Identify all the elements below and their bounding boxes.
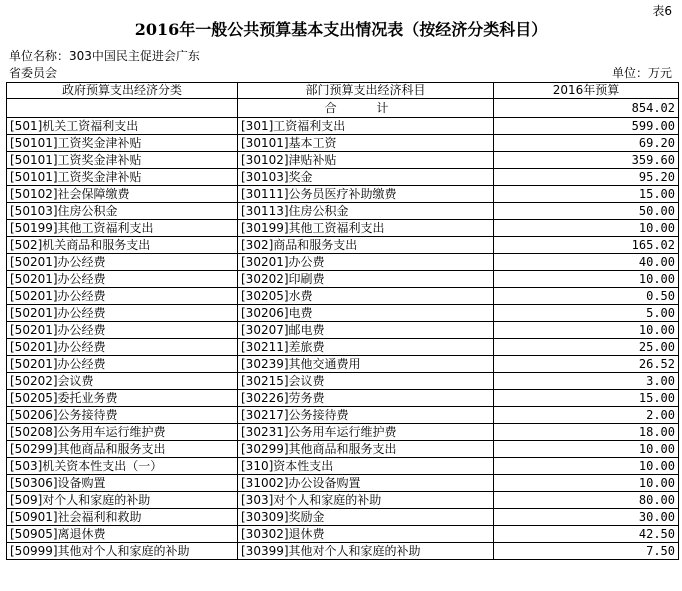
table-row [7, 492, 679, 509]
gov-classification-cell: [50201]办公经费 [7, 288, 238, 305]
table-row [7, 237, 679, 254]
gov-classification-cell: [50999]其他对个人和家庭的补助 [7, 543, 238, 560]
dept-classification-cell: [30103]奖金 [238, 169, 494, 186]
dept-classification-cell: [30113]住房公积金 [238, 203, 494, 220]
total-row [7, 99, 679, 118]
budget-table [6, 82, 679, 560]
gov-classification-cell: [50101]工资奖金津补贴 [7, 169, 238, 186]
table-row [7, 543, 679, 560]
dept-classification-cell: [303]对个人和家庭的补助 [238, 492, 494, 509]
dept-classification-cell: [30201]办公费 [238, 254, 494, 271]
table-row [7, 424, 679, 441]
gov-classification-cell: [50306]设备购置 [7, 475, 238, 492]
table-row [7, 186, 679, 203]
gov-classification-cell: [50201]办公经费 [7, 356, 238, 373]
amount-cell: 80.00 [494, 492, 679, 509]
unit-name-line-1: 单位名称：303中国民主促进会广东 [9, 49, 200, 63]
table-body [7, 99, 679, 560]
dept-classification-cell: [302]商品和服务支出 [238, 237, 494, 254]
amount-cell: 95.20 [494, 169, 679, 186]
amount-cell: 10.00 [494, 220, 679, 237]
table-row [7, 271, 679, 288]
unit-name-line-2: 省委员会 [9, 66, 58, 80]
table-row [7, 526, 679, 543]
amount-cell: 7.50 [494, 543, 679, 560]
table-row [7, 339, 679, 356]
dept-classification-cell: [30217]公务接待费 [238, 407, 494, 424]
currency-unit-label: 单位：万元 [611, 66, 672, 80]
table-row [7, 407, 679, 424]
table-row [7, 305, 679, 322]
dept-classification-cell: [30205]水费 [238, 288, 494, 305]
amount-cell: 15.00 [494, 390, 679, 407]
total-amount: 854.02 [494, 99, 679, 118]
dept-classification-cell: [30309]奖励金 [238, 509, 494, 526]
dept-classification-cell: [30231]公务用车运行维护费 [238, 424, 494, 441]
gov-classification-cell: [50299]其他商品和服务支出 [7, 441, 238, 458]
amount-cell: 0.50 [494, 288, 679, 305]
page-title: 2016年一般公共预算基本支出情况表（按经济分类科目） [134, 20, 548, 39]
gov-classification-cell: [503]机关资本性支出（一） [7, 458, 238, 475]
header-dept-classification: 部门预算支出经济科目 [238, 83, 494, 99]
dept-classification-cell: [30111]公务员医疗补助缴费 [238, 186, 494, 203]
header-row [7, 83, 679, 99]
dept-classification-cell: [30399]其他对个人和家庭的补助 [238, 543, 494, 560]
amount-cell: 599.00 [494, 118, 679, 135]
gov-classification-cell: [501]机关工资福利支出 [7, 118, 238, 135]
dept-classification-cell: [30202]印刷费 [238, 271, 494, 288]
table-row [7, 322, 679, 339]
table-row [7, 169, 679, 186]
gov-classification-cell: [50101]工资奖金津补贴 [7, 135, 238, 152]
dept-classification-cell: [30211]差旅费 [238, 339, 494, 356]
dept-classification-cell: [30239]其他交通费用 [238, 356, 494, 373]
table-number-label: 表6 [652, 4, 672, 18]
gov-classification-cell: [50102]社会保障缴费 [7, 186, 238, 203]
amount-cell: 26.52 [494, 356, 679, 373]
amount-cell: 18.00 [494, 424, 679, 441]
amount-cell: 3.00 [494, 373, 679, 390]
amount-cell: 10.00 [494, 271, 679, 288]
gov-classification-cell: [50103]住房公积金 [7, 203, 238, 220]
gov-classification-cell: [50901]社会福利和救助 [7, 509, 238, 526]
table-row [7, 220, 679, 237]
table-row [7, 475, 679, 492]
table-row [7, 118, 679, 135]
gov-classification-cell: [50199]其他工资福利支出 [7, 220, 238, 237]
amount-cell: 25.00 [494, 339, 679, 356]
table-row [7, 288, 679, 305]
dept-classification-cell: [30206]电费 [238, 305, 494, 322]
amount-cell: 69.20 [494, 135, 679, 152]
gov-classification-cell: [50202]会议费 [7, 373, 238, 390]
gov-classification-cell: [502]机关商品和服务支出 [7, 237, 238, 254]
gov-classification-cell: [50206]公务接待费 [7, 407, 238, 424]
amount-cell: 359.60 [494, 152, 679, 169]
amount-cell: 10.00 [494, 322, 679, 339]
total-empty-cell [7, 99, 238, 118]
amount-cell: 15.00 [494, 186, 679, 203]
amount-cell: 40.00 [494, 254, 679, 271]
dept-classification-cell: [30199]其他工资福利支出 [238, 220, 494, 237]
amount-cell: 50.00 [494, 203, 679, 220]
gov-classification-cell: [50201]办公经费 [7, 271, 238, 288]
gov-classification-cell: [50201]办公经费 [7, 254, 238, 271]
gov-classification-cell: [50208]公务用车运行维护费 [7, 424, 238, 441]
table-row [7, 373, 679, 390]
gov-classification-cell: [50201]办公经费 [7, 322, 238, 339]
dept-classification-cell: [30215]会议费 [238, 373, 494, 390]
dept-classification-cell: [30299]其他商品和服务支出 [238, 441, 494, 458]
amount-cell: 42.50 [494, 526, 679, 543]
table-row [7, 135, 679, 152]
table-row [7, 203, 679, 220]
amount-cell: 2.00 [494, 407, 679, 424]
dept-classification-cell: [310]资本性支出 [238, 458, 494, 475]
total-label: 合 计 [238, 99, 494, 118]
gov-classification-cell: [50101]工资奖金津补贴 [7, 152, 238, 169]
dept-classification-cell: [30207]邮电费 [238, 322, 494, 339]
header-gov-classification: 政府预算支出经济分类 [7, 83, 238, 99]
dept-classification-cell: [30302]退休费 [238, 526, 494, 543]
amount-cell: 10.00 [494, 441, 679, 458]
dept-classification-cell: [30102]津贴补贴 [238, 152, 494, 169]
amount-cell: 10.00 [494, 458, 679, 475]
gov-classification-cell: [50201]办公经费 [7, 305, 238, 322]
amount-cell: 10.00 [494, 475, 679, 492]
gov-classification-cell: [50205]委托业务费 [7, 390, 238, 407]
header-amount: 2016年预算 [494, 83, 679, 99]
dept-classification-cell: [30101]基本工资 [238, 135, 494, 152]
dept-classification-cell: [30226]劳务费 [238, 390, 494, 407]
amount-cell: 5.00 [494, 305, 679, 322]
amount-cell: 30.00 [494, 509, 679, 526]
gov-classification-cell: [50201]办公经费 [7, 339, 238, 356]
table-row [7, 152, 679, 169]
dept-classification-cell: [301]工资福利支出 [238, 118, 494, 135]
table-row [7, 254, 679, 271]
gov-classification-cell: [50905]离退休费 [7, 526, 238, 543]
table-row [7, 458, 679, 475]
amount-cell: 165.02 [494, 237, 679, 254]
table-row [7, 390, 679, 407]
dept-classification-cell: [31002]办公设备购置 [238, 475, 494, 492]
table-row [7, 441, 679, 458]
table-row [7, 509, 679, 526]
table-row [7, 356, 679, 373]
gov-classification-cell: [509]对个人和家庭的补助 [7, 492, 238, 509]
